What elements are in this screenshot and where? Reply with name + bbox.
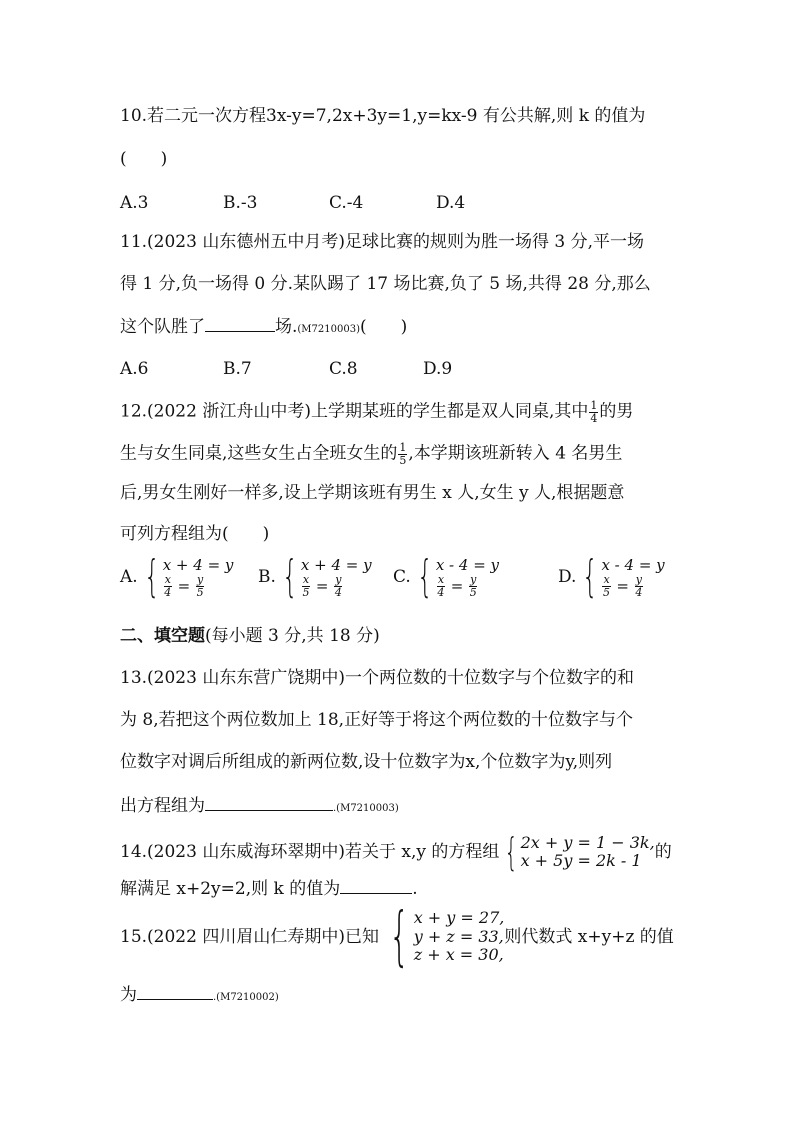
brace-icon: { — [417, 551, 433, 602]
q14-equation-system — [521, 834, 655, 871]
equation-2: $\frac{x}{4}$ = $\frac{y}{5}$ — [164, 573, 204, 599]
q12-line-1-tail: 的男 — [599, 401, 634, 422]
q13-line-1: 13.(2023 山东东营广饶期中)一个两位数的十位数字与个位数字的和 — [120, 668, 634, 688]
q10-line-1: 10.若二元一次方程3x-y=7,2x+3y=1,y=kx-9 有公共解,则 k 的值为 — [120, 106, 646, 126]
q12-option-b — [258, 551, 372, 602]
brace-icon: { — [582, 551, 599, 602]
q13-line-2: 为 8,若把这个两位数加上 18,正好等于将这个两位数的十位数字与个 — [120, 710, 634, 730]
q14-line-1 — [120, 830, 672, 874]
q12-line-2-tail: ,本学期该班新转入 4 名男生 — [408, 443, 623, 464]
frac-den: 4 — [635, 585, 643, 599]
q15-line-1-tail: 则代数式 x+y+z 的值 — [504, 926, 674, 947]
q15-line-2 — [120, 985, 279, 1004]
q15-code: .(M7210002) — [213, 992, 279, 1003]
frac-num: x — [603, 573, 610, 587]
q12-line-2 — [120, 442, 622, 466]
option-label: B. — [258, 567, 276, 587]
frac-num: y — [635, 573, 642, 587]
q12-fraction-fifth — [398, 442, 407, 466]
q11-line-3 — [120, 317, 407, 336]
equation-system — [163, 556, 234, 599]
q12-option-c — [393, 551, 499, 602]
frac-den: 5 — [603, 585, 611, 599]
frac-den: 5 — [196, 585, 204, 599]
equation-1: x - 4 = y — [435, 555, 499, 574]
frac-den: 4 — [437, 585, 445, 599]
q14-line-2-end: . — [412, 879, 418, 899]
equation-1: 2x + y = 1 − 3k, — [520, 832, 655, 852]
q14-line-1-text: 14.(2023 山东威海环翠期中)若关于 x,y 的方程组 — [120, 841, 500, 862]
brace-icon: { — [504, 830, 519, 874]
brace-icon: { — [282, 551, 298, 602]
equation-1: x + y = 27, — [413, 908, 505, 928]
option-label: A. — [120, 567, 138, 587]
q10-option-d: D.4 — [436, 193, 466, 213]
q11-line-1: 11.(2023 山东德州五中月考)足球比赛的规则为胜一场得 3 分,平一场 — [120, 232, 644, 252]
frac-den: 4 — [334, 585, 342, 599]
option-label: D. — [558, 567, 577, 587]
section-title: 二、填空题 — [120, 626, 205, 646]
frac-num: y — [335, 573, 342, 587]
q11-line-3-unit: 场. — [275, 317, 298, 337]
q10-answer-paren: ( ) — [120, 149, 168, 169]
equation-3: z + x = 30, — [413, 945, 504, 965]
equation-system — [436, 556, 499, 599]
brace-icon: { — [143, 551, 160, 602]
q15-line-1 — [120, 900, 674, 974]
q11-option-d: D.9 — [423, 359, 453, 379]
q14-answer-blank[interactable] — [340, 879, 412, 894]
q12-line-3: 后,男女生刚好一样多,设上学期该班有男生 x 人,女生 y 人,根据题意 — [120, 483, 625, 503]
q10-option-c: C.-4 — [329, 193, 364, 213]
frac-num: 1 — [399, 441, 407, 454]
frac-num: 1 — [590, 399, 598, 412]
frac-den: 4 — [590, 411, 598, 425]
equation-2: x + 5y = 2k - 1 — [520, 851, 642, 870]
q14-line-2 — [120, 879, 418, 898]
frac-num: x — [437, 573, 445, 587]
brace-icon: { — [389, 900, 410, 974]
frac-den: 5 — [399, 453, 407, 467]
equation-1: x + 4 = y — [162, 555, 234, 574]
frac-den: 5 — [302, 585, 310, 599]
q11-answer-blank[interactable] — [205, 317, 275, 332]
q12-line-1-text: 12.(2022 浙江舟山中考)上学期某班的学生都是双人同桌,其中 — [120, 401, 589, 422]
frac-den: 5 — [469, 585, 477, 599]
q11-answer-paren: ( ) — [359, 317, 408, 337]
equation-1: x - 4 = y — [601, 555, 665, 574]
q14-line-1-tail: 的 — [654, 841, 672, 862]
q12-line-2-text: 生与女生同桌,这些女生占全班女生的 — [120, 443, 398, 464]
equation-1: x + 4 = y — [300, 555, 372, 574]
q13-line-3: 位数字对调后所组成的新两位数,设十位数字为x,个位数字为y,则列 — [120, 752, 613, 772]
equation-system — [301, 556, 372, 599]
q12-option-a — [120, 551, 234, 602]
q12-line-4: 可列方程组为( ) — [120, 524, 270, 544]
equation-2: $\frac{x}{5}$ = $\frac{y}{4}$ — [603, 573, 643, 599]
q11-line-3-text: 这个队胜了 — [120, 317, 205, 337]
q11-option-c: C.8 — [329, 359, 358, 379]
frac-num: x — [302, 573, 310, 587]
option-label: C. — [393, 567, 411, 587]
q13-line-4-text: 出方程组为 — [120, 796, 205, 816]
equation-2: $\frac{x}{4}$ = $\frac{y}{5}$ — [437, 573, 477, 599]
section-heading — [120, 628, 380, 645]
q12-fraction-quarter — [589, 400, 598, 424]
q14-line-2-text: 解满足 x+2y=2,则 k 的值为 — [120, 879, 341, 899]
q15-line-2-text: 为 — [120, 985, 137, 1005]
equation-system — [601, 556, 664, 599]
frac-den: 4 — [164, 585, 172, 599]
q13-answer-blank[interactable] — [205, 796, 333, 811]
q11-code: (M7210003) — [297, 324, 360, 335]
frac-num: x — [164, 573, 171, 587]
section-note: (每小题 3 分,共 18 分) — [205, 626, 380, 646]
q13-line-4 — [120, 796, 399, 815]
q10-option-b: B.-3 — [223, 193, 258, 213]
q11-line-2: 得 1 分,负一场得 0 分.某队踢了 17 场比赛,负了 5 场,共得 28 分,那么 — [120, 274, 651, 294]
q12-option-d — [558, 551, 665, 602]
q15-equation-system — [414, 909, 505, 964]
q13-code: .(M7210003) — [333, 803, 399, 814]
q15-line-1-text: 15.(2022 四川眉山仁寿期中)已知 — [120, 926, 379, 947]
q10-option-a: A.3 — [120, 193, 149, 213]
frac-num: y — [197, 573, 204, 587]
q12-line-1 — [120, 400, 633, 424]
frac-num: y — [470, 573, 477, 587]
equation-2: y + z = 33, — [413, 926, 504, 946]
equation-2: $\frac{x}{5}$ = $\frac{y}{4}$ — [302, 573, 342, 599]
q15-answer-blank[interactable] — [137, 985, 213, 1000]
q11-option-b: B.7 — [223, 359, 252, 379]
q11-option-a: A.6 — [120, 359, 149, 379]
